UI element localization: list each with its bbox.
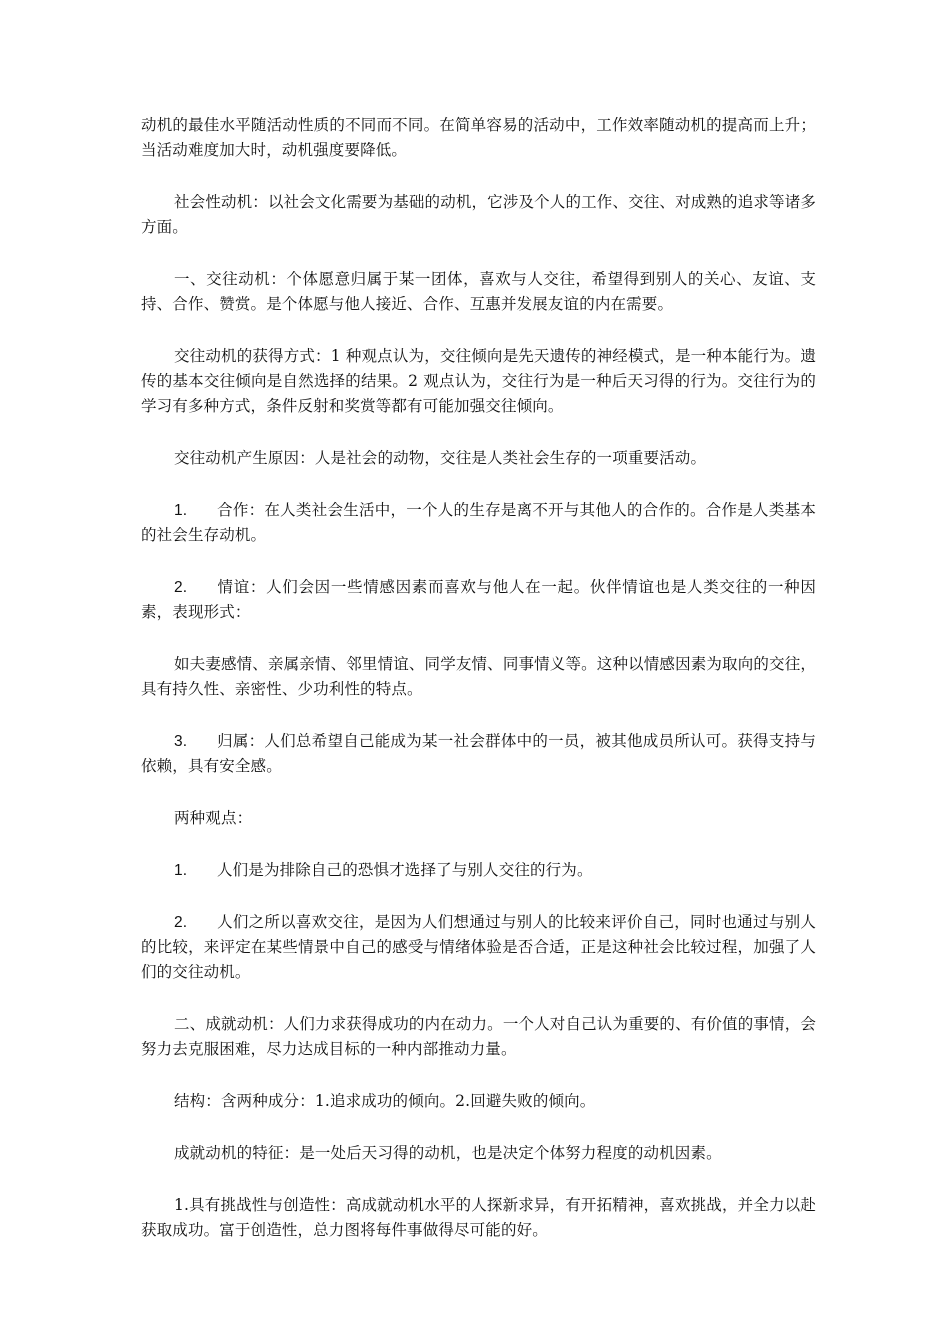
list-item-view-1 <box>141 858 816 883</box>
list-item-view-2 <box>141 910 816 985</box>
paragraph-1 <box>141 113 816 163</box>
paragraph-16 <box>141 1193 816 1243</box>
list-item-belonging <box>141 729 816 779</box>
paragraph-10 <box>141 806 816 831</box>
paragraph-text: 归属：人们总希望自己能成为某一社会群体中的一员，被其他成员所认可。获得支持与依赖，具有安全感。 <box>141 732 816 775</box>
paragraph-14 <box>141 1089 816 1114</box>
list-item-friendship <box>141 575 816 625</box>
paragraph-8 <box>141 652 816 702</box>
list-number: 1. <box>174 862 188 879</box>
list-number: 3. <box>174 733 188 750</box>
document-page <box>141 113 816 1270</box>
paragraph-text: 交往动机的获得方式：1 种观点认为，交往倾向是先天遗传的神经模式，是一种本能行为。遗传的基本交往倾向是自然选择的结果。2 观点认为，交往行为是一种后天习得的行为。交往行为的学习有多种方式，条件反射和奖赏等都有可能加强交往倾向。 <box>141 347 816 415</box>
paragraph-text: 一、交往动机：个体愿意归属于某一团体，喜欢与人交往，希望得到别人的关心、友谊、支持、合作、赞赏。是个体愿与他人接近、合作、互惠并发展友谊的内在需要。 <box>141 270 816 313</box>
paragraph-text: 交往动机产生原因：人是社会的动物，交往是人类社会生存的一项重要活动。 <box>174 449 707 467</box>
list-item-cooperation <box>141 498 816 548</box>
paragraph-text: 人们之所以喜欢交往，是因为人们想通过与别人的比较来评价自己，同时也通过与别人的比较，来评定在某些情景中自己的感受与情绪体验是否合适，正是这种社会比较过程，加强了人们的交往动机。 <box>141 913 816 981</box>
paragraph-text: 结构：含两种成分：1.追求成功的倾向。2.回避失败的倾向。 <box>174 1092 596 1110</box>
paragraph-3 <box>141 267 816 317</box>
paragraph-text: 两种观点： <box>174 809 253 827</box>
paragraph-13 <box>141 1012 816 1062</box>
paragraph-2 <box>141 190 816 240</box>
list-number: 1. <box>174 502 188 519</box>
paragraph-5 <box>141 446 816 471</box>
paragraph-text: 人们是为排除自己的恐惧才选择了与别人交往的行为。 <box>217 861 593 879</box>
paragraph-text: 社会性动机：以社会文化需要为基础的动机，它涉及个人的工作、交往、对成熟的追求等诸多方面。 <box>141 193 816 236</box>
paragraph-text: 动机的最佳水平随活动性质的不同而不同。在简单容易的活动中，工作效率随动机的提高而上升；当活动难度加大时，动机强度要降低。 <box>141 116 816 159</box>
paragraph-text: 合作：在人类社会生活中，一个人的生存是离不开与其他人的合作的。合作是人类基本的社会生存动机。 <box>141 501 816 544</box>
paragraph-text: 情谊：人们会因一些情感因素而喜欢与他人在一起。伙伴情谊也是人类交往的一种因素，表现形式： <box>141 578 816 621</box>
list-number: 2. <box>174 914 188 931</box>
paragraph-text: 二、成就动机：人们力求获得成功的内在动力。一个人对自己认为重要的、有价值的事情，会努力去克服困难，尽力达成目标的一种内部推动力量。 <box>141 1015 816 1058</box>
paragraph-text: 成就动机的特征：是一处后天习得的动机，也是决定个体努力程度的动机因素。 <box>174 1144 722 1162</box>
paragraph-15 <box>141 1141 816 1166</box>
paragraph-4 <box>141 344 816 419</box>
paragraph-text: 1.具有挑战性与创造性：高成就动机水平的人探新求异，有开拓精神，喜欢挑战，并全力以赴获取成功。富于创造性，总力图将每件事做得尽可能的好。 <box>141 1196 816 1239</box>
list-number: 2. <box>174 579 188 596</box>
paragraph-text: 如夫妻感情、亲属亲情、邻里情谊、同学友情、同事情义等。这种以情感因素为取向的交往，具有持久性、亲密性、少功利性的特点。 <box>141 655 816 698</box>
